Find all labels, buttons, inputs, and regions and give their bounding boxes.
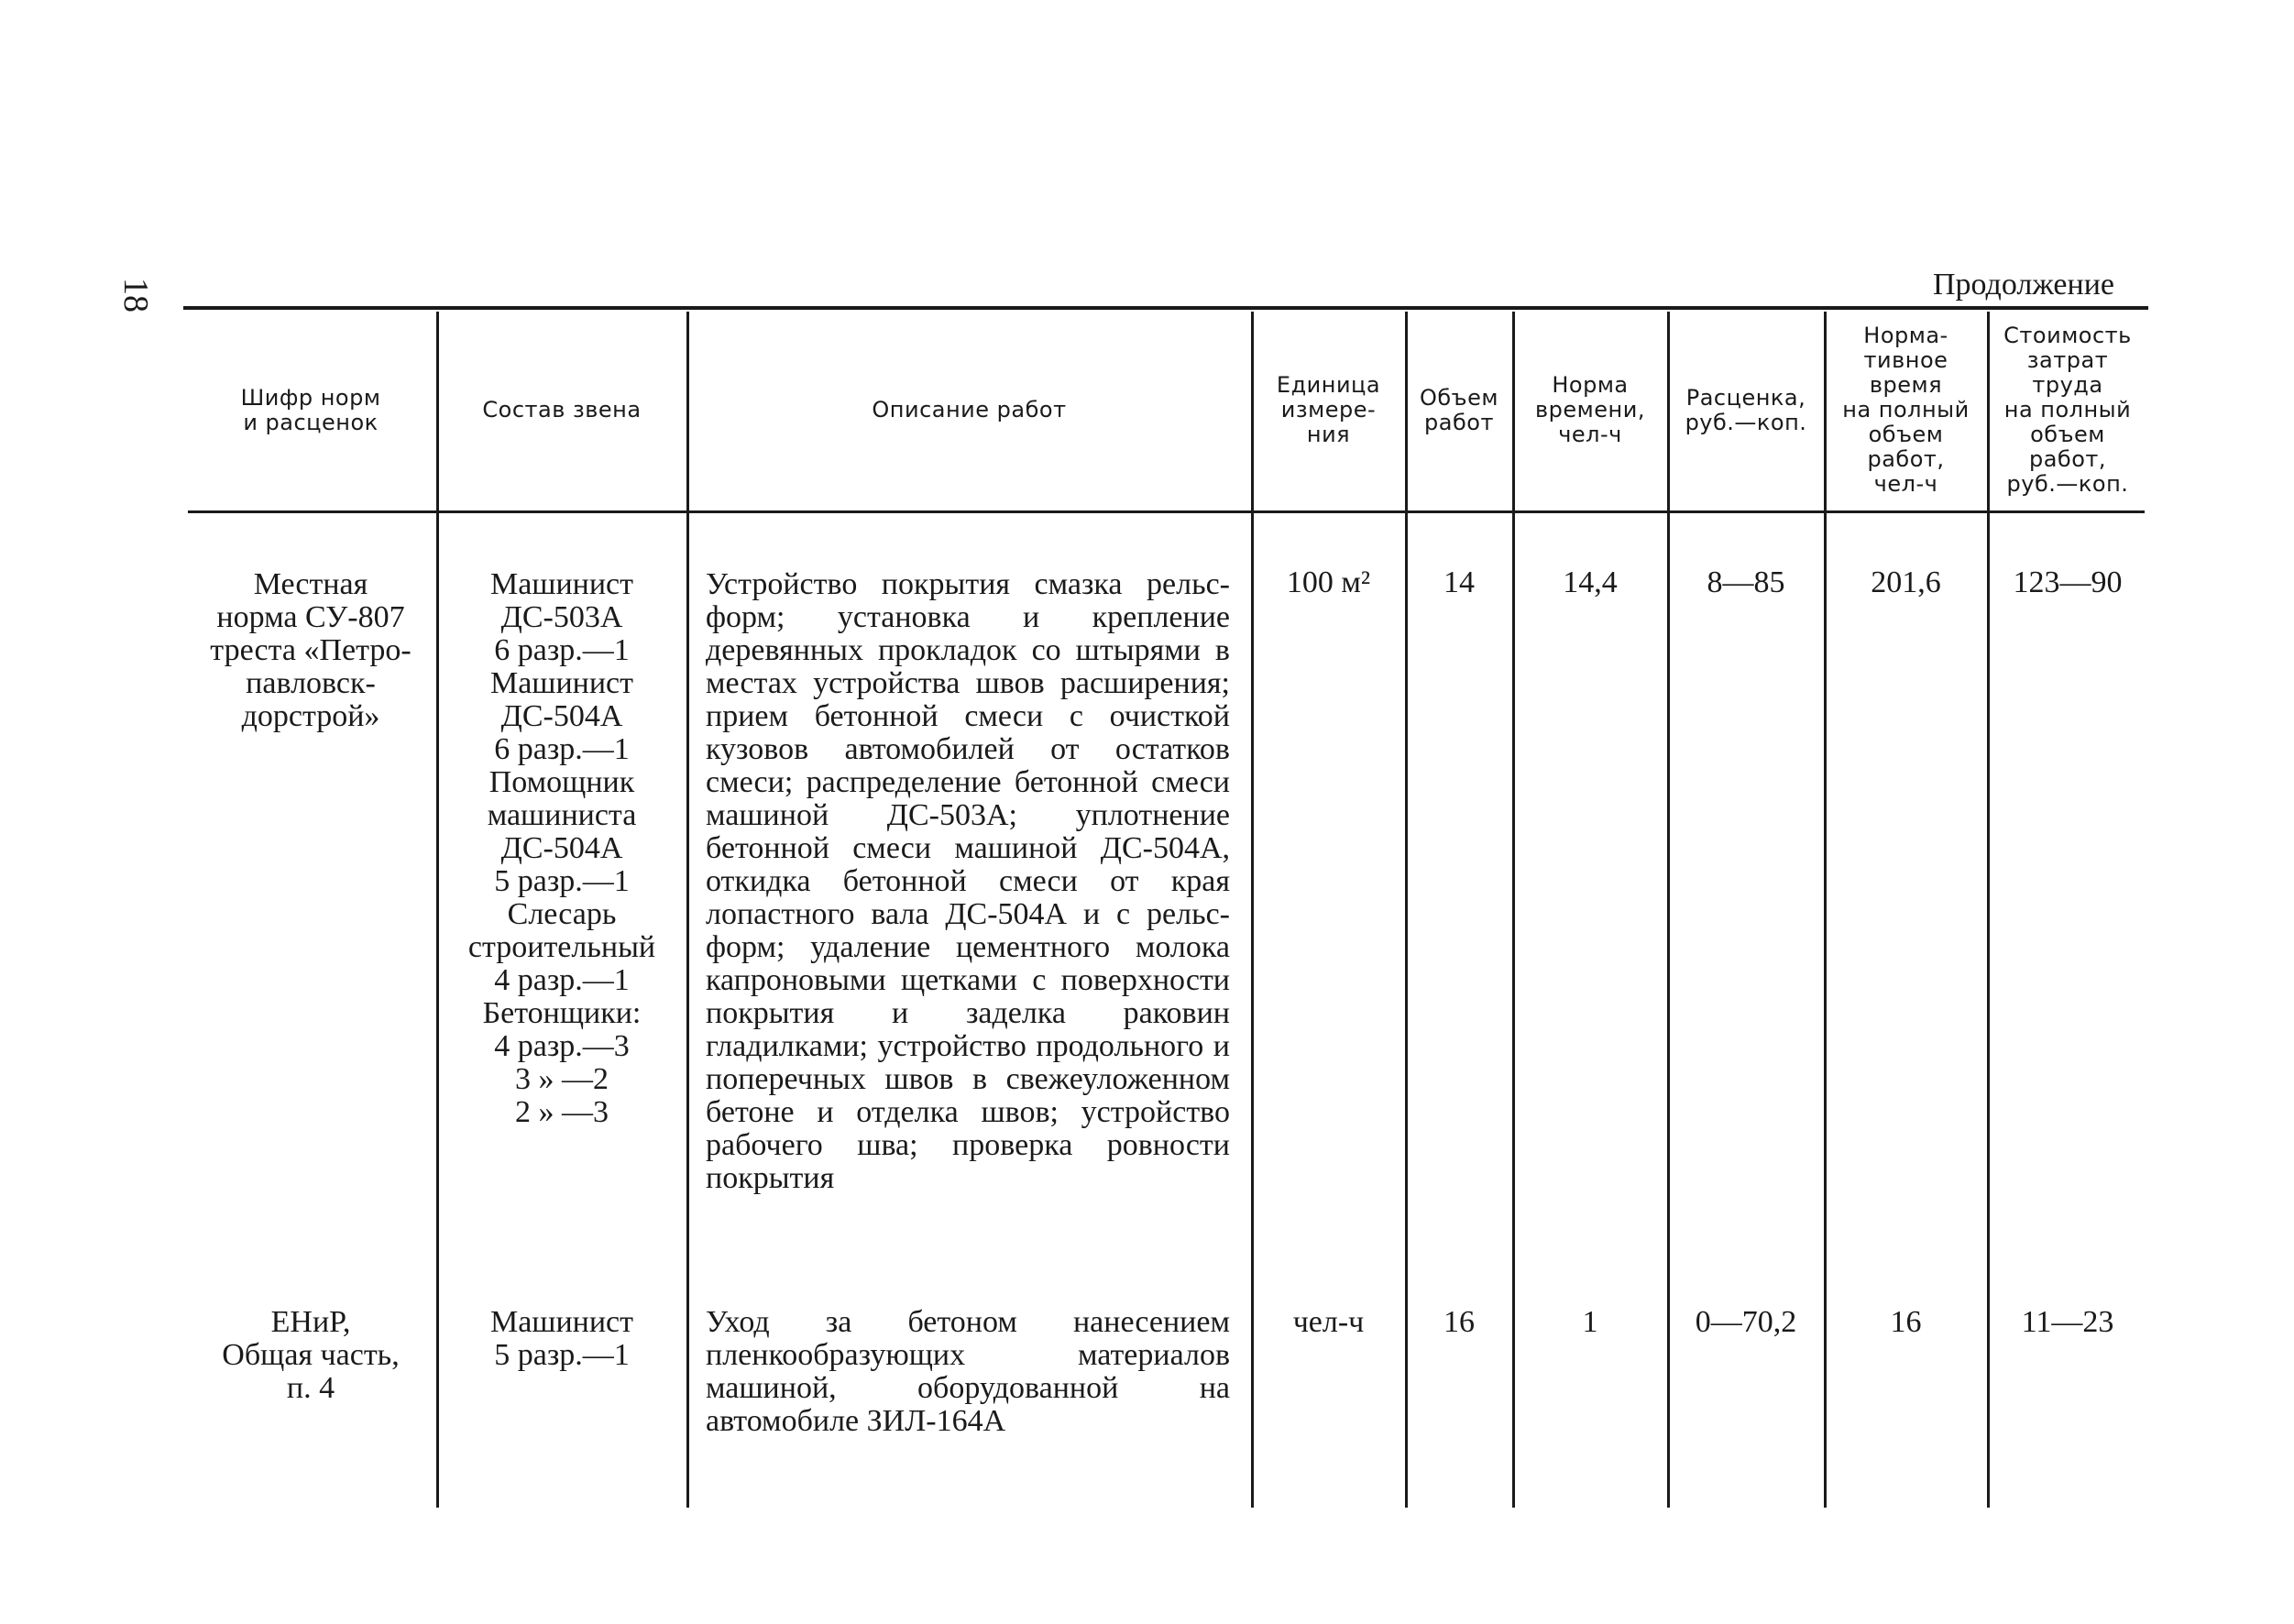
cell-unit: чел-ч (1292, 1305, 1365, 1339)
header-bottom-rule (188, 510, 2145, 513)
cell-total-time: 16 (1890, 1305, 1922, 1339)
page-number: 18 (116, 278, 155, 313)
header-unit: Единица измере- ния (1276, 372, 1381, 447)
header-total-time: Норма- тивное время на полный объем работ, чел-ч (1842, 323, 1970, 497)
cell-code: Местная норма СУ-807 треста «Петро- павловск- дорстрой» (210, 567, 412, 733)
cell-volume: 14 (1443, 565, 1475, 599)
cell-description: Устройство покрытия смазка рельс-форм; установка и крепление деревянных прокладок со штырями в местах устройства швов расширения; прием бетонной смеси с очисткой кузовов автомобилей от остатков смеси; распределение бетонной смеси машиной ДС-503А; уплотнение бетонной смеси машиной ДС-504А, откидка бетонной смеси от края лопастного вала ДС-504А и с рельс-форм; удаление цементного молока капроновыми щетками с поверхности покрытия и заделка раковин гладилками; устройство продольного и поперечных швов в свежеуложенном бетоне и отделка швов; устройство рабочего шва; проверка ровности покрытия (706, 567, 1230, 1195)
header-description: Описание работ (872, 397, 1067, 423)
cell-total-cost: 123—90 (2013, 565, 2123, 599)
cell-crew: Машинист ДС-503А 6 разр.—1 Машинист ДС-504А 6 разр.—1 Помощник машиниста ДС-504А 5 разр.—1 Слесарь строительный 4 разр.—1 Бетонщики: 4 разр.—3 3 » —2 2 » —3 (467, 567, 656, 1129)
cell-code: ЕНиР, Общая часть, п. 4 (222, 1305, 400, 1405)
cell-unit: 100 м² (1286, 565, 1371, 599)
cell-crew: Машинист 5 разр.—1 (489, 1305, 634, 1372)
table-top-rule (183, 306, 2148, 310)
header-time-norm: Норма времени, чел-ч (1535, 372, 1645, 447)
cell-total-cost: 11—23 (2021, 1305, 2114, 1339)
cell-total-time: 201,6 (1871, 565, 1941, 599)
cell-volume: 16 (1443, 1305, 1475, 1339)
cell-rate: 8—85 (1707, 565, 1785, 599)
cell-time-norm: 1 (1582, 1305, 1598, 1339)
header-crew: Состав звена (482, 397, 642, 423)
header-rate: Расценка, руб.—коп. (1685, 384, 1807, 435)
cell-rate: 0—70,2 (1695, 1305, 1797, 1339)
cell-time-norm: 14,4 (1563, 565, 1618, 599)
header-volume: Объем работ (1419, 384, 1499, 435)
header-code: Шифр норм и расценок (240, 384, 381, 435)
cell-description: Уход за бетоном нанесением пленкообразующих материалов машиной, оборудованной на автомобиле ЗИЛ-164А (706, 1305, 1230, 1438)
continuation-label: Продолжение (1932, 268, 2114, 302)
header-total-cost: Стоимость затрат труда на полный объем работ, руб.—коп. (2003, 323, 2132, 497)
